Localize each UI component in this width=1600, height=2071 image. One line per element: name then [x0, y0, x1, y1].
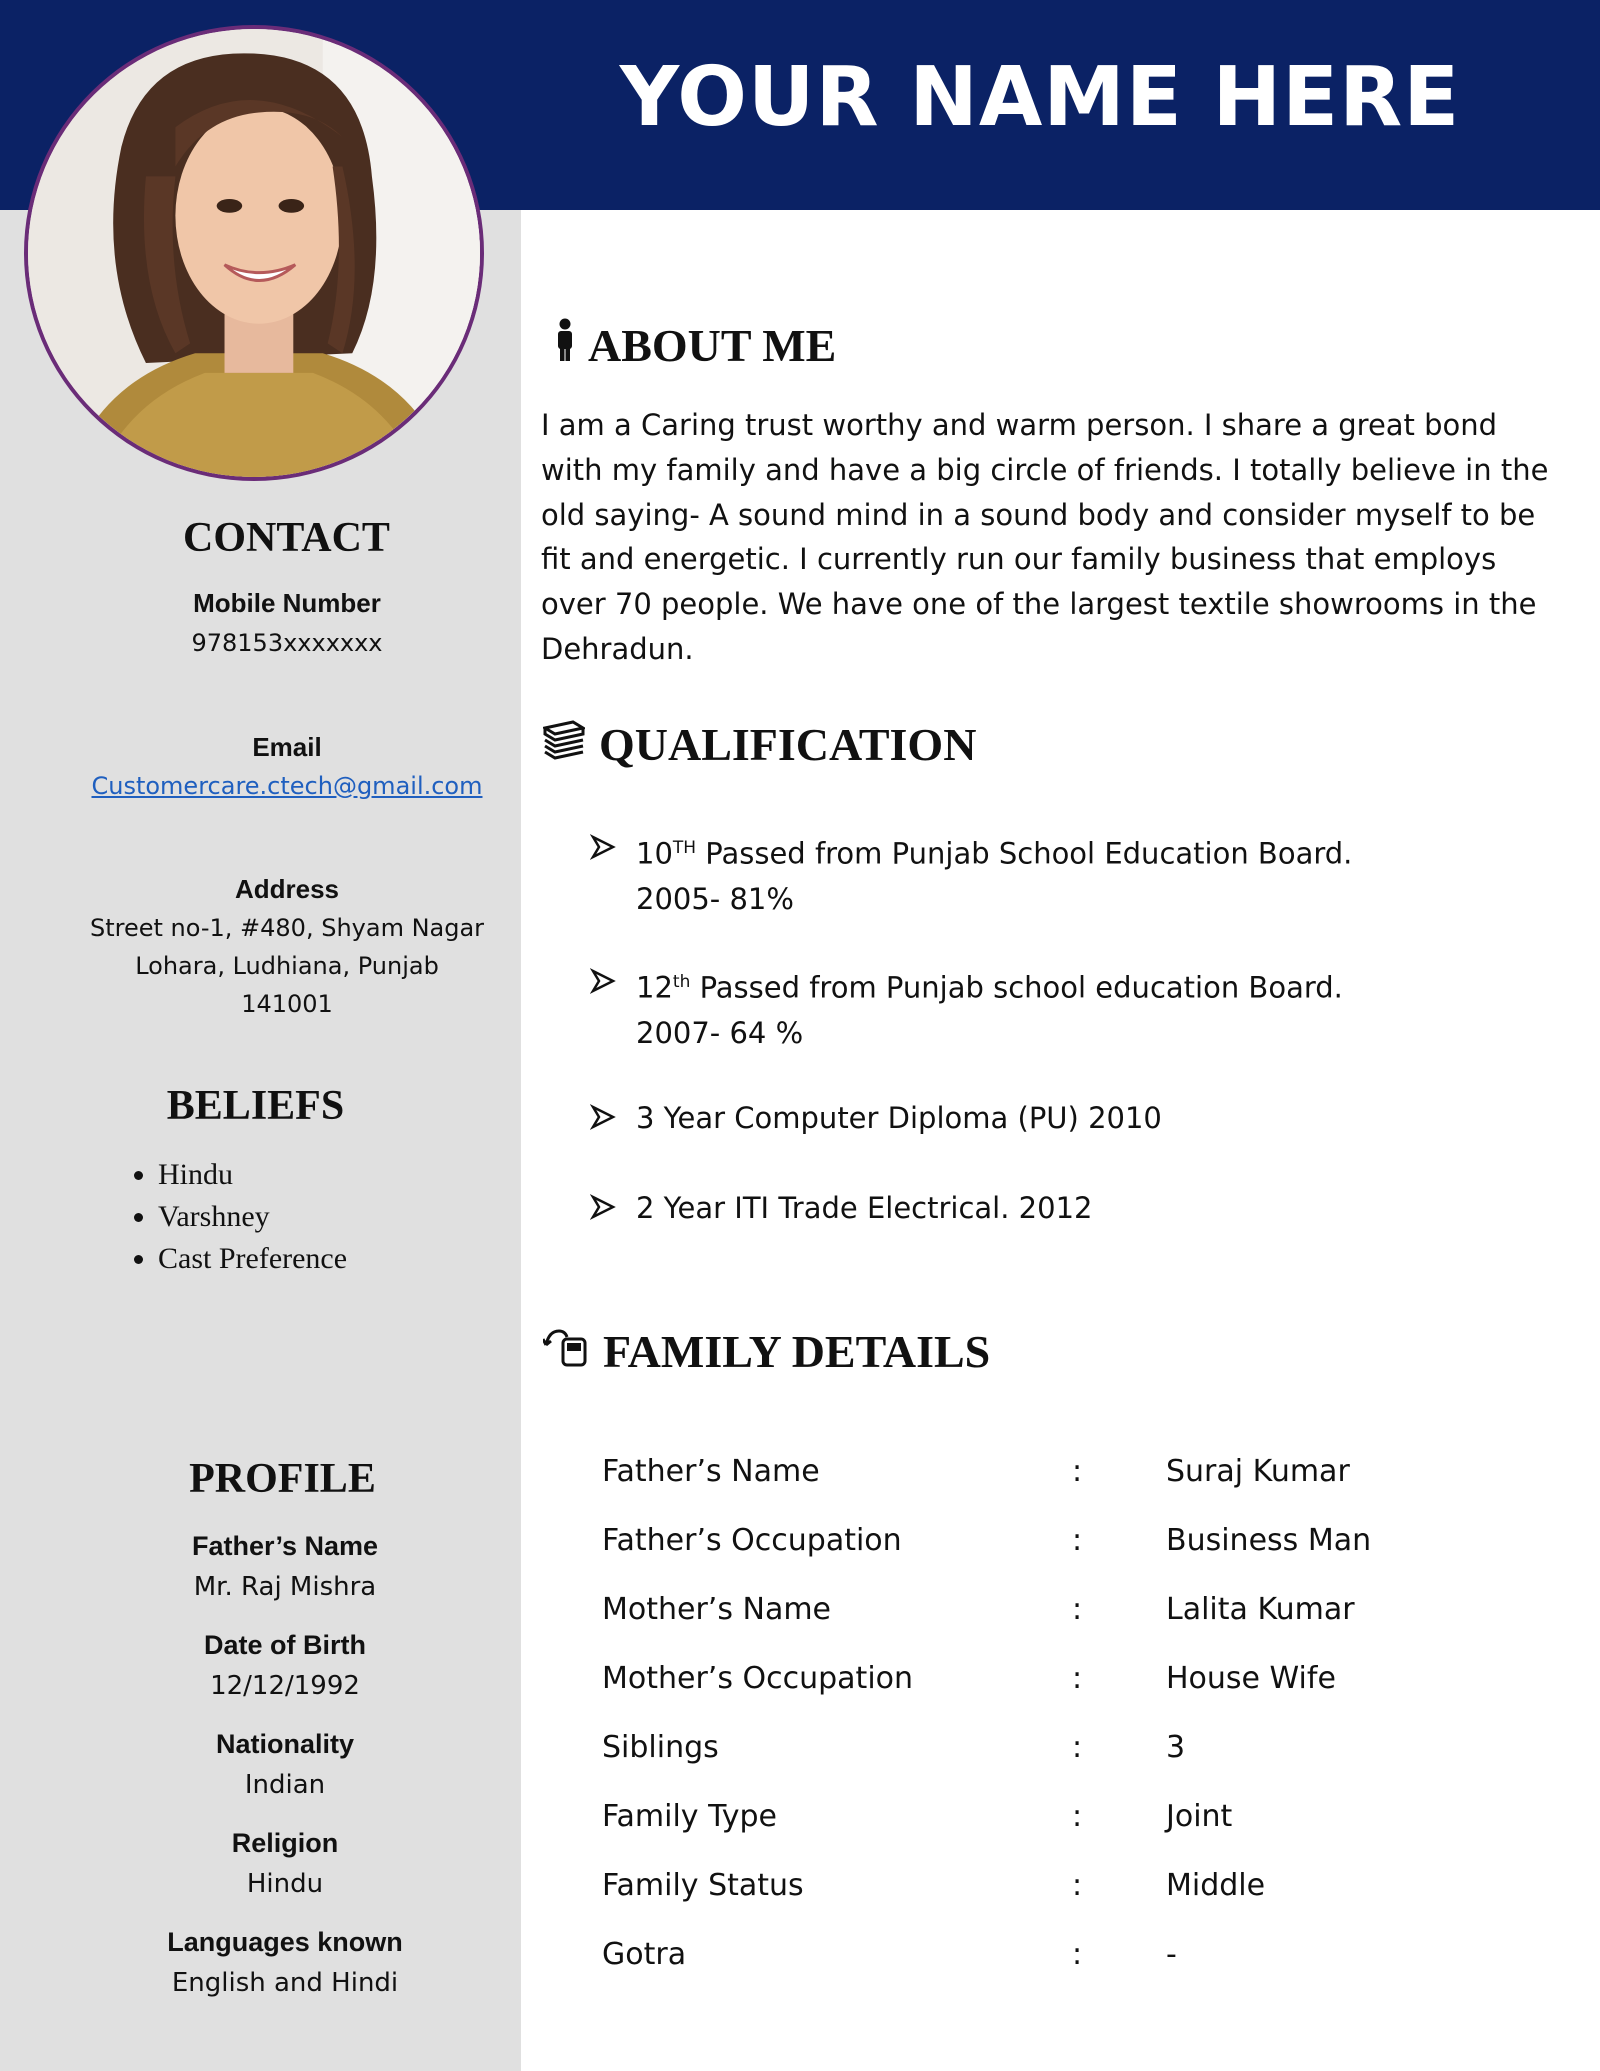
family-key: Mother’s Name — [602, 1592, 832, 1627]
about-line: fit and energetic. I currently run our family business that employs — [541, 542, 1497, 577]
family-value: - — [1166, 1937, 1177, 1972]
beliefs-heading: BELIEFS — [166, 1083, 345, 1129]
about-line: I am a Caring trust worthy and warm person. I share a great bond — [541, 408, 1498, 442]
about-line: with my family and have a big circle of friends. I totally believe in the — [541, 452, 1549, 487]
qualification-text: 3 Year Computer Diploma (PU) 2010 — [636, 1101, 1162, 1135]
family-value: Joint — [1166, 1799, 1233, 1834]
profile-heading: PROFILE — [189, 1456, 376, 1502]
arrow-bullet-icon — [590, 1194, 616, 1220]
qualification-year: 2005- 81% — [636, 881, 794, 916]
family-heading-text: FAMILY DETAILS — [603, 1326, 991, 1377]
family-icon — [543, 1325, 589, 1378]
family-key: Mother’s Occupation — [602, 1661, 914, 1696]
profile-father-value: Mr. Raj Mishra — [193, 1572, 377, 1602]
family-separator: : — [1072, 1799, 1083, 1834]
family-separator: : — [1072, 1868, 1083, 1903]
profile-photo — [24, 25, 484, 481]
address-line-1: Street no-1, #480, Shyam Nagar — [89, 914, 485, 942]
qualification-text: Passed from Punjab school education Board. — [690, 970, 1343, 1005]
list-item: • Hindu — [158, 1154, 347, 1196]
qualification-heading-text: QUALIFICATION — [599, 719, 977, 770]
address-line-3: 141001 — [241, 990, 333, 1018]
family-separator: : — [1072, 1592, 1083, 1627]
table-row — [602, 1523, 1562, 1583]
arrow-bullet-icon — [590, 834, 616, 860]
qualification-year: 2007- 64 % — [636, 1015, 804, 1050]
beliefs-list — [108, 1154, 347, 1280]
qualification-superscript: TH — [672, 838, 697, 858]
address-label: Address — [234, 874, 340, 904]
profile-dob-label: Date of Birth — [204, 1630, 366, 1660]
family-separator: : — [1072, 1937, 1083, 1972]
family-value: Business Man — [1166, 1523, 1372, 1558]
family-value: House Wife — [1166, 1661, 1336, 1696]
family-value: Lalita Kumar — [1166, 1592, 1355, 1627]
mobile-value: 978153xxxxxxx — [191, 629, 383, 657]
arrow-bullet-icon — [590, 968, 616, 994]
family-key: Father’s Occupation — [602, 1523, 902, 1558]
qualification-item-3 — [590, 1096, 1570, 1141]
qualification-heading — [543, 718, 976, 771]
family-value: Middle — [1166, 1868, 1266, 1903]
family-value: Suraj Kumar — [1166, 1454, 1350, 1489]
family-value: 3 — [1166, 1730, 1186, 1765]
table-row — [602, 1730, 1562, 1790]
table-row — [602, 1937, 1562, 1997]
list-item: • Cast Preference — [158, 1238, 347, 1280]
family-separator: : — [1072, 1730, 1083, 1765]
table-row — [602, 1454, 1562, 1514]
qualification-number: 10 — [636, 836, 673, 871]
family-separator: : — [1072, 1523, 1083, 1558]
person-icon — [556, 318, 574, 373]
qualification-item-1 — [590, 826, 1570, 922]
family-key: Family Type — [602, 1799, 777, 1834]
list-item: • Varshney — [158, 1196, 347, 1238]
profile-languages-label: Languages known — [167, 1927, 403, 1957]
profile-dob-value: 12/12/1992 — [210, 1671, 360, 1701]
family-heading — [543, 1325, 990, 1378]
table-row — [602, 1661, 1562, 1721]
address-line-2: Lohara, Ludhiana, Punjab — [135, 952, 439, 980]
about-line: old saying- A sound mind in a sound body and consider myself to be — [541, 497, 1536, 532]
email-link[interactable]: Customercare.ctech@gmail.com — [91, 772, 483, 800]
mobile-label: Mobile Number — [193, 588, 381, 618]
family-key: Father’s Name — [602, 1454, 820, 1489]
candidate-name: YOUR NAME HERE — [619, 50, 1461, 145]
profile-languages-value: English and Hindi — [171, 1968, 399, 1998]
qualification-number: 12 — [636, 970, 673, 1005]
qualification-superscript: th — [672, 972, 691, 992]
family-key: Family Status — [602, 1868, 804, 1903]
books-icon — [543, 718, 585, 771]
family-key: Siblings — [602, 1730, 719, 1765]
about-text — [541, 403, 1571, 672]
contact-heading: CONTACT — [183, 515, 390, 561]
profile-father-label: Father’s Name — [191, 1531, 379, 1561]
profile-religion-value: Hindu — [246, 1869, 324, 1899]
table-row — [602, 1592, 1562, 1652]
family-separator: : — [1072, 1661, 1083, 1696]
about-heading-text: ABOUT ME — [588, 320, 837, 371]
about-line: Dehradun. — [541, 631, 694, 666]
family-separator: : — [1072, 1454, 1083, 1489]
qualification-text: 2 Year ITI Trade Electrical. 2012 — [636, 1191, 1093, 1225]
profile-nationality-label: Nationality — [215, 1729, 355, 1759]
about-heading — [556, 318, 836, 373]
arrow-bullet-icon — [590, 1104, 616, 1130]
qualification-item-4 — [590, 1186, 1570, 1231]
table-row — [602, 1799, 1562, 1859]
family-key: Gotra — [602, 1937, 687, 1972]
email-label: Email — [252, 732, 322, 762]
qualification-item-2 — [590, 960, 1570, 1056]
about-line: over 70 people. We have one of the largest textile showrooms in the — [541, 587, 1537, 622]
table-row — [602, 1868, 1562, 1928]
profile-nationality-value: Indian — [244, 1770, 326, 1800]
portrait-illustration — [28, 29, 480, 477]
qualification-text: Passed from Punjab School Education Board. — [696, 836, 1353, 871]
profile-religion-label: Religion — [231, 1828, 339, 1858]
